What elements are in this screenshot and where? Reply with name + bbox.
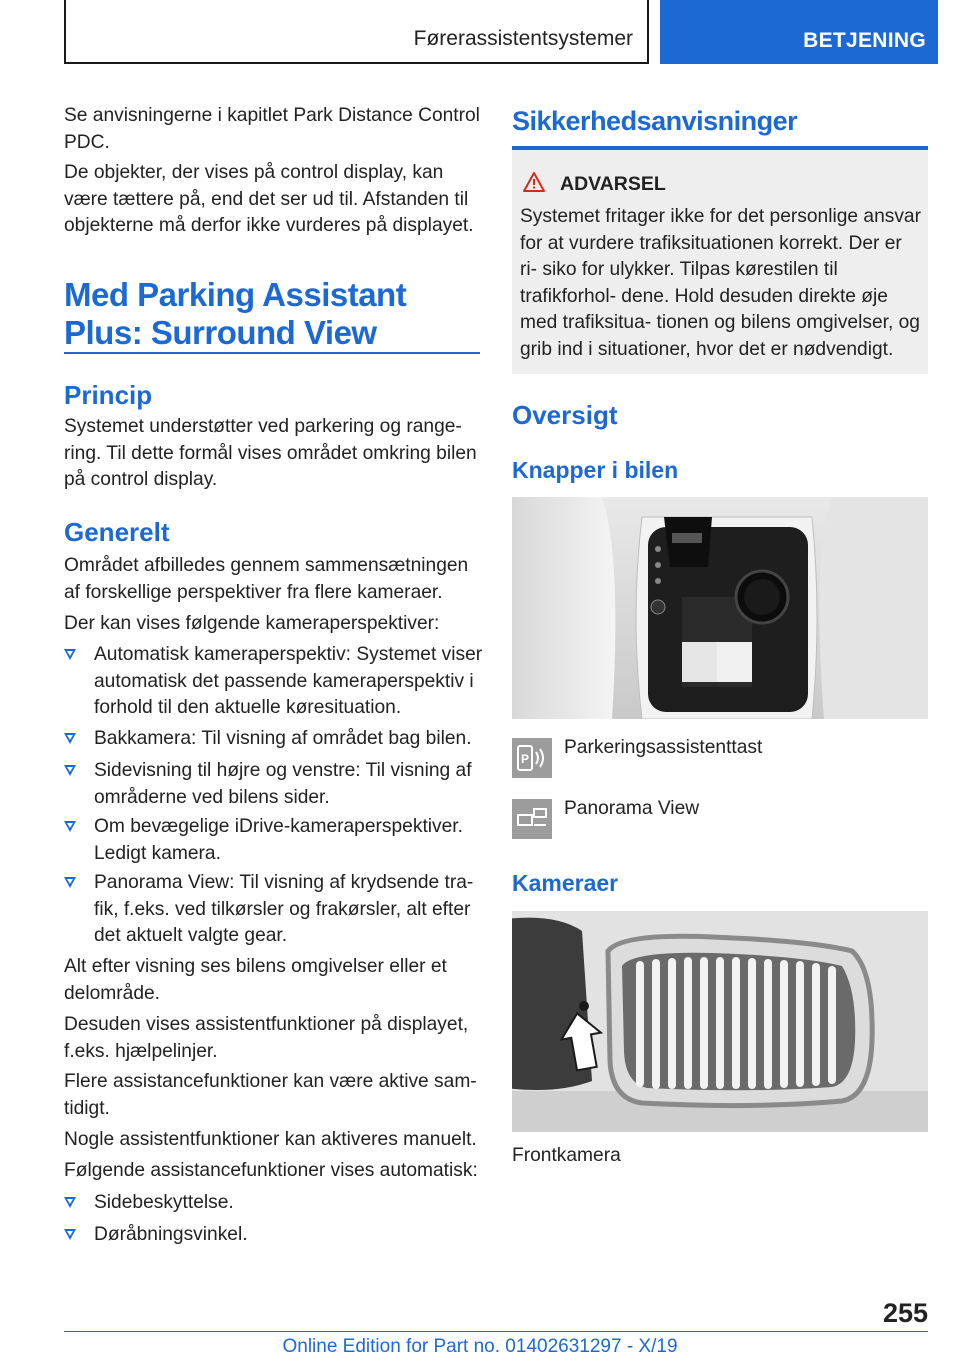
safety-heading: Sikkerhedsanvisninger — [512, 106, 798, 136]
front-grille-image — [512, 911, 928, 1132]
paragraph-4: Desuden vises assistentfunktioner på displayet, f.eks. hjælpelinjer. — [64, 1014, 469, 1062]
footer-edition-text: Online Edition for Part no. 01402631297 - X/19 — [282, 1336, 678, 1357]
center-console-image — [512, 497, 928, 719]
princip-text: Systemet understøtter ved parkering og range- ring. Til dette formål vises området omkring bilen på control display. — [64, 416, 477, 490]
list-item-text: Automatisk kameraperspektiv: Systemet viser automatisk det passende kameraperspektiv i forhold til den aktuelle køresituation. — [94, 644, 483, 718]
list-item-text: Døråbningsvinkel. — [94, 1224, 248, 1245]
bullet-triangle-icon — [64, 1229, 76, 1240]
warning-title: ADVARSEL — [560, 173, 666, 195]
panorama-view-button-label: Panorama View — [564, 798, 700, 819]
paragraph-3: Alt efter visning ses bilens omgivelser eller et delområde. — [64, 956, 447, 1004]
paragraph-7: Følgende assistancefunktioner vises automatisk: — [64, 1160, 478, 1181]
list-item-text: Panorama View: Til visning af krydsende tra- fik, f.eks. ved tilkørsler og frakørsler, alt efter det aktuelt valgte gear. — [94, 872, 474, 946]
paragraph-5: Flere assistancefunktioner kan være aktive sam- tidigt. — [64, 1071, 477, 1119]
list-item-text: Bakkamera: Til visning af området bag bilen. — [94, 728, 472, 749]
list-item-text: Om bevægelige iDrive-kameraperspektiver. Ledigt kamera. — [94, 816, 463, 864]
overview-heading: Oversigt — [512, 400, 618, 430]
section-title: Førerassistentsystemer — [413, 27, 633, 50]
svg-text:P: P — [521, 752, 530, 766]
warning-triangle-icon — [522, 171, 546, 193]
bullet-triangle-icon — [64, 733, 76, 744]
intro-paragraph-1: Se anvisningerne i kapitlet Park Distance Control PDC. — [64, 105, 480, 153]
buttons-heading: Knapper i bilen — [512, 457, 679, 483]
intro-paragraph-2: De objekter, der vises på control display, kan være tættere på, end det ser ud til. Afstanden til objekterne må derfor ikke vurderes på displayet. — [64, 162, 474, 236]
footer-rule — [64, 1331, 928, 1332]
list-item-text: Sidevisning til højre og venstre: Til visning af områderne ved bilens sider. — [94, 760, 472, 808]
section-tab — [64, 0, 649, 64]
chapter-tab — [660, 0, 938, 64]
bullet-triangle-icon — [64, 649, 76, 660]
generelt-heading: Generelt — [64, 517, 170, 547]
parking-assistant-button-label: Parkeringsassistenttast — [564, 737, 763, 758]
heading-rule — [64, 352, 480, 354]
bullet-triangle-icon — [64, 765, 76, 776]
center-console-illustration — [512, 497, 928, 719]
list-item-text: Sidebeskyttelse. — [94, 1192, 234, 1213]
page-number: 255 — [882, 1298, 928, 1328]
section-heading-line-2: Plus: Surround View — [64, 314, 377, 351]
section-heading — [64, 276, 484, 352]
bullet-triangle-icon — [64, 1197, 76, 1208]
panorama-view-button-icon — [512, 799, 552, 839]
front-grille-illustration — [512, 911, 928, 1132]
cameras-heading: Kameraer — [512, 870, 619, 896]
parking-assistant-button-icon — [512, 738, 552, 778]
front-camera-caption: Frontkamera — [512, 1145, 621, 1166]
bullet-triangle-icon — [64, 877, 76, 888]
section-heading-line-1: Med Parking Assistant — [64, 276, 407, 313]
footer-edition — [0, 1336, 960, 1358]
warning-text: Systemet fritager ikke for det personlige ansvar for at vurdere trafiksituationen korrekt. Der er ri- siko for ulykker. Tilpas kørestilen til trafikforhol- dene. Hold desuden direkte øje med trafiksitua- tionen og bilens omgivelser, og grib ind i situationer, hvor det er nødvendigt. — [520, 206, 921, 360]
paragraph-6: Nogle assistentfunktioner kan aktiveres manuelt. — [64, 1129, 477, 1150]
generelt-text: Området afbilledes gennem sammensætningen af forskellige perspektiver fra flere kameraer. — [64, 555, 469, 603]
perspectives-intro: Der kan vises følgende kameraperspektiver: — [64, 613, 440, 634]
bullet-triangle-icon — [64, 821, 76, 832]
princip-heading: Princip — [64, 380, 153, 410]
chapter-title: BETJENING — [803, 29, 926, 52]
